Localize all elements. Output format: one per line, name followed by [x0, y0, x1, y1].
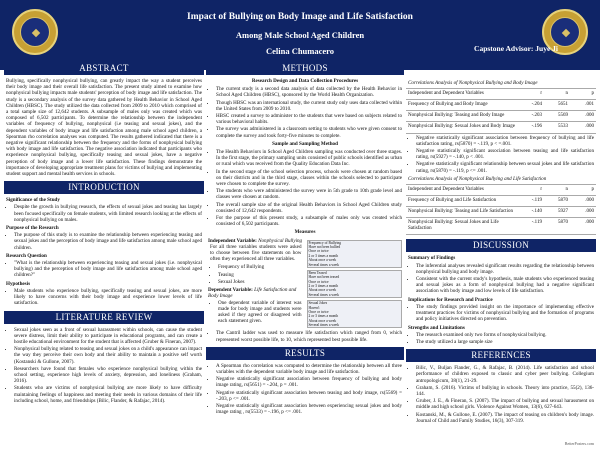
table-row — [406, 111, 596, 122]
list-item: • The research examined only two forms of nonphysical bullying. — [416, 332, 594, 338]
discussion-heading: DISCUSSION — [406, 239, 596, 252]
table-row: 2 or 3 times a month — [308, 284, 339, 289]
table-row — [406, 100, 596, 111]
table-caption: Correlations Analysis of Nonphysical Bullying and Life Satisfaction — [408, 175, 547, 182]
table-row: 2 or 3 times a month — [308, 253, 339, 258]
list-item: • Researchers have found that females who experience nonphysical bullying within the school setting, experience high levels of anxiety, depression, and loneliness (Graham, 2016). — [14, 366, 202, 385]
list-item: • The students who were administered the survey were in 5th grade to 10th grade level and classes were chosen at random. — [216, 188, 402, 200]
purpose-heading: Purpose of the Research — [6, 225, 59, 232]
table-cell: .000 — [570, 207, 596, 218]
literature-review-heading: LITERATURE REVIEW — [4, 311, 204, 324]
strengths-heading: Strengths and Limitations — [408, 324, 465, 331]
table-header: p — [570, 185, 596, 196]
table-row: Several times a week — [308, 292, 339, 297]
table-cell: -.119 — [518, 196, 544, 207]
table-cell: 5569 — [544, 111, 570, 122]
table-cell: .001 — [570, 100, 596, 111]
dependent-variable-name: Life Satisfaction and Body Image — [208, 287, 297, 300]
independent-variable-text: For all three variables students were asked to choose between five statements on how often they experienced all three variables. — [210, 243, 302, 263]
table-cell: Nonphysical Bullying: Sexual Jokes and Body Image — [406, 122, 518, 133]
table-cell: -.119 — [518, 218, 544, 235]
summary-heading: Summary of Findings — [408, 255, 456, 262]
table-caption: Correlations Analysis of Nonphysical Bullying and Body Image — [408, 80, 538, 86]
independent-variable-name: Nonphysical Bullying — [258, 237, 303, 244]
table-cell: 5533 — [544, 122, 570, 133]
list-item: • A Spearman rho correlation was computed to determine the relationship between all three variables with the dependent variable body image and life satisfaction. — [216, 363, 402, 375]
list-item: • Frequency of Bullying — [218, 264, 302, 270]
table-cell: 5927 — [544, 207, 570, 218]
table-row: Once or twice — [308, 279, 329, 284]
significance-heading: Significance of the Study — [6, 197, 60, 204]
table-cell: 5870 — [544, 196, 570, 207]
table-row: About once a week — [308, 258, 337, 263]
significance-text: • Despite the growth in bullying research, the effects of sexual jokes and teasing has largely been focused specifically on female students, with limited research looking at the effects of nonphysical bullying on males. — [14, 204, 202, 223]
table-row — [406, 218, 596, 235]
table-cell: -.204 — [518, 100, 544, 111]
design-heading: Research Design and Data Collection Procedures — [251, 78, 359, 84]
table-header: p — [570, 89, 596, 100]
table-cell: -.196 — [518, 122, 544, 133]
footer-logo: BetterPosters.com — [564, 441, 594, 446]
list-item: • The study findings provided insight on the importance of implementing effective treatment practices for victims of nonphysical bullying and the formation of programs and policy initiatives directed on prevention. — [416, 304, 594, 323]
table-row — [406, 196, 596, 207]
table-row: Several times a week — [308, 262, 339, 267]
list-item: • Teasing — [218, 272, 302, 278]
list-item: • The overall sample size of the original Health Behaviors in School Aged Children study consisted of 12,642 respondents. — [216, 202, 402, 214]
table-title: Been Teased — [308, 270, 327, 275]
right-column — [406, 58, 596, 444]
list-item: • Sexual Jokes — [218, 279, 302, 285]
left-column — [4, 58, 204, 444]
table-cell: -.140 — [518, 207, 544, 218]
list-item: • Bilic, V., Buljan Flander, G., & Rafajac, B. (2014). Life satisfaction and school performance of children exposed to classic and cyber peer bullying. Collegium antropologicum, 38(1), 21-29. — [416, 365, 594, 384]
table-cell: Frequency of Bullying and Body Image — [406, 100, 518, 111]
list-item: • One dependent variable of interest was made for body image and students were asked if they agreed or disagreed with each statement given. — [218, 300, 302, 325]
measure-table-teased — [307, 270, 403, 298]
dependent-variable-heading: Dependent Variable: — [208, 287, 253, 294]
correlation-table-life-satisfaction — [406, 184, 596, 235]
table-row: Have not been bullied — [308, 245, 341, 250]
table-header: n — [544, 185, 570, 196]
table-cell: .000 — [570, 122, 596, 133]
list-item: • Negative statistically significant association between experiencing sexual jokes and body image rating , rs(5533) = -.196, p <= .001. — [216, 403, 402, 415]
table-header: n — [544, 89, 570, 100]
list-item: • HBSC created a survey to administer to the students that were based on subjects related to various behavioral habits. — [216, 113, 402, 125]
table-cell: Nonphysical Bullying: Teasing and Body Image — [406, 111, 518, 122]
list-item: • Kostanski, M., & Gullone, E. (2007). The impact of teasing on children's body image. Journal of Child and Family Studies, 16(3), 307-319. — [416, 412, 594, 424]
author-name: Celina Chumacero — [265, 46, 335, 56]
table-cell: .000 — [570, 111, 596, 122]
list-item: • Negative statistically significant association between frequency of bullying and life satisfaction rating, rs(5870) = -.119, p < =.001. — [416, 135, 594, 147]
list-item: • Negative statistically significant relationship between sexual jokes and life satisfaction rating, rs(5870) = -.119, p <= .001. — [416, 161, 594, 173]
list-item: • The Cantril ladder was used to measure life satisfaction which ranged from 0, which represented worst possible life, to 10, which represented best possible life. — [216, 330, 402, 342]
table-cell: Frequency of Bullying and Life Satisfaction — [406, 196, 518, 207]
list-item: • Nonphysical bullying related to teasing and sexual jokes on a child's appearance can impact the way they perceive their own body and their ability to maintain a positive self worth (Kostanski & Gullone, 2007). — [14, 346, 202, 365]
table-header: r — [518, 89, 544, 100]
table-row — [406, 122, 596, 133]
correlation-table-body-image — [406, 88, 596, 133]
table-cell: Nonphysical Bullying: Sexual Jokes and Life Satisfaction — [406, 218, 518, 235]
middle-column — [206, 58, 404, 444]
poster-subtitle: Among Male School Aged Children — [235, 30, 365, 40]
list-item: • In the second stage of the school selection process, schools were chosen at random based on their districts and in the third stage, classes within the schools selected to participate were chosen to complete the survey. — [216, 169, 402, 188]
table-row: Once or twice — [308, 249, 329, 254]
measure-table-frequency — [307, 240, 403, 268]
list-item: • The survey was administered in a classroom setting to students who were given consent to complete the survey and took forty-five minutes to complete. — [216, 126, 402, 138]
research-question-heading: Research Question — [6, 252, 47, 259]
hypothesis-text: • Male students who experience bullying, specifically teasing and sexual jokes, are more likely to have concerns with their body image and experience lower levels of life satisfaction. — [14, 288, 202, 307]
references-heading: REFERENCES — [406, 349, 596, 362]
advisor-name: Capstone Advisor: Juye Ji — [474, 44, 558, 53]
introduction-heading: INTRODUCTION — [4, 181, 204, 194]
list-item: • Negative statistically significant association between teasing and life satisfaction rating, rs(5927) = -.140, p < .001. — [416, 148, 594, 160]
hypothesis-heading: Hypothesis — [6, 280, 31, 287]
table-row: About once a week — [308, 288, 337, 293]
list-item: • The current study is a second data analysis of data collected by the Health Behavior in School Aged Children (HBSC), sponsored by the World Health Organization. — [216, 86, 402, 98]
list-item: • The study utilized a large sample size — [416, 339, 594, 345]
list-item: • For the purpose of this present study, a subsample of males only was created which consisted of 6,502 participants. — [216, 215, 402, 227]
university-seal-left-icon — [12, 9, 58, 55]
table-cell: .000 — [570, 196, 596, 207]
sample-heading: Sample and Sampling Method — [272, 140, 338, 147]
list-item: • Graham, S. (2016). Victims of bullying in schools. Theory into practice, 55(2), 136-144. — [416, 385, 594, 397]
table-row: Haven't — [308, 305, 320, 310]
table-header: Independent and Dependent Variables — [406, 185, 518, 196]
methods-heading: METHODS — [206, 62, 404, 75]
results-heading: RESULTS — [206, 347, 404, 360]
table-row — [406, 207, 596, 218]
table-row: 2 or 3 times a month — [308, 314, 339, 319]
list-item: • The Health Behaviors in School Aged Children sampling was conducted over three stages. In the first stage, the primary sampling units consisted of public schools identified as urban or rural which was received from the Quality Education Data Inc. — [216, 149, 402, 168]
list-item: • Students who are victims of nonphysical bullying are more likely to have difficulty maintaining feelings of happiness and meeting their needs in various domains of their life including school, home, and friendships (Bilic, Flander, & Rafajac, 2014). — [14, 385, 202, 404]
table-row: Several times a week — [308, 323, 339, 328]
table-title: Sexual Jokes — [308, 301, 328, 306]
table-header: Independent and Dependent Variables — [406, 89, 518, 100]
list-item: • Though HBSC was an international study, the current study only uses data collected within the United States from 2009 to 2010. — [216, 100, 402, 112]
list-item: • Gruber, J. E., & Fineran, S. (2007). The impact of bullying and sexual harassment on middle and high school girls. Violence Against Women, 13(6), 627-643. — [416, 398, 594, 410]
independent-variable-heading: Independent Variable: — [208, 237, 257, 244]
list-item: • Negative statistically significant association between frequency of bullying and body image rating, rs(5651) = -.204, p = .001. — [216, 376, 402, 388]
implications-heading: Implications for Research and Practice — [408, 296, 493, 303]
table-row: Have not been teased — [308, 275, 340, 280]
poster-title: Impact of Bullying on Body Image and Life Satisfaction — [187, 12, 413, 22]
abstract-heading: ABSTRACT — [4, 62, 204, 75]
table-cell: -.203 — [518, 111, 544, 122]
table-cell: Nonphysical Bullying: Teasing and Life Satisfaction — [406, 207, 518, 218]
table-title: Frequency of Bullying — [308, 240, 342, 245]
research-question-text: • "What is the relationship between experiencing teasing and sexual jokes (i.e. nonphysical bullying) and the perception of body image and life satisfaction among male school aged children?" — [14, 260, 202, 279]
abstract-text: Bullying, specifically nonphysical bullying, can greatly impact the way a student perceives their body image and their overall life satisfaction. The present study aimed to examine how nonphysical bullying impacts male students' perception of body image and life satisfaction. The study is a secondary analysis of the survey data gathered by Health Behavior in School Aged Children (HBSC). The study utilized the data collected from 2009 to 2010 which comprised of a total sample size of 12,642 students. A subsample of males only was created which was composed of 6,502 participants. To determine the relationship between the independent variables of frequency of bullying, nonphysical (i.e teasing and sexual jokes), and the dependent variables of body image and life satisfaction among male school aged children, a Spearman rho correlation analyses was computed. The results gathered indicated that there is a negative significant relationship between the frequency and the forms of nonphysical bullying with body image and life satisfaction. The negative association indicated that participants who experience nonphysical bullying, specifically teasing and sexual jokes, have a negative perception of body image and a lower life satisfaction. These findings demonstrate the importance of developing appropriate treatment plans for victims of bullying and implementing student support and mental health services in schools. — [6, 78, 202, 178]
purpose-text: • The purpose of this study is to examine the relationship between experiencing teasing and sexual jokes and the perception of body image and life satisfaction among male school aged children. — [14, 232, 202, 251]
list-item: • Negative statistically significant association between teasing and body image, rs(5569) = -.203, p <= .001. — [216, 390, 402, 402]
table-cell: 5651 — [544, 100, 570, 111]
list-item: • The inferential analyses revealed significant results regarding the relationship between nonphysical bullying and body image. — [416, 263, 594, 275]
table-header: r — [518, 185, 544, 196]
table-cell: 5870 — [544, 218, 570, 235]
table-row: Once or twice — [308, 309, 329, 314]
measures-heading: Measures — [294, 229, 316, 236]
measure-table-sexual-jokes — [307, 300, 403, 328]
table-cell: .000 — [570, 218, 596, 235]
table-row: About once a week — [308, 318, 337, 323]
list-item: • Consistent with the current study's hypothesis, male students who experienced teasing and sexual jokes as a form of nonphysical bullying had a negative significant association with body image and low levels of life satisfaction. — [416, 276, 594, 295]
list-item: • Sexual jokes seen as a front of sexual harassment within schools, can cause the student severe distress, limit their ability to participate in educational programs, and can create a hostile educational environment for the student that is affected (Gruber & Fineran, 2007). — [14, 327, 202, 346]
